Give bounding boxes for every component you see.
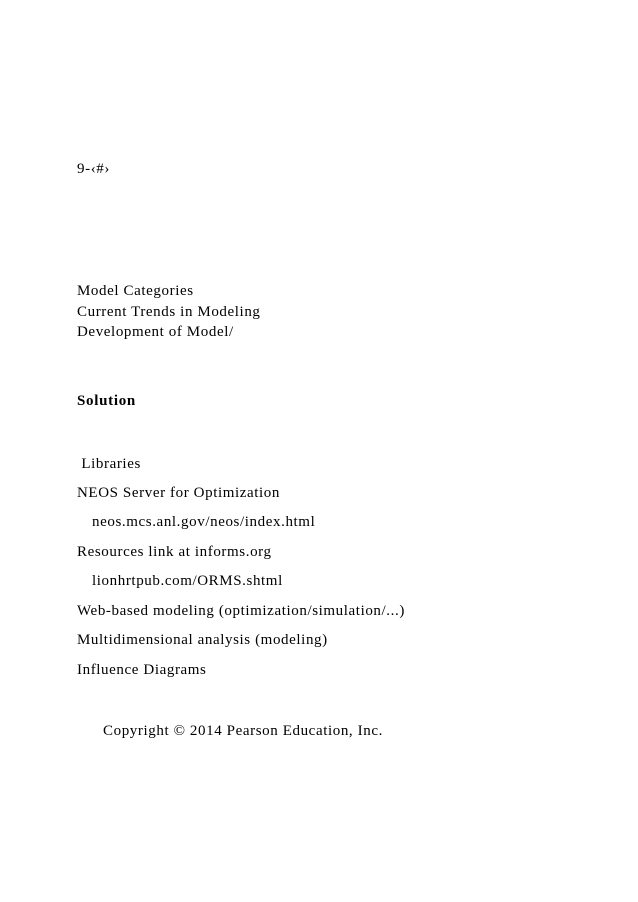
heading-line-development-of-model: Development of Model/ [77, 324, 234, 340]
list-item-neos-url: neos.mcs.anl.gov/neos/index.html [92, 514, 316, 530]
slide-number: 9-‹#› [77, 161, 110, 177]
heading-line-current-trends: Current Trends in Modeling [77, 304, 261, 320]
list-item-resources-link: Resources link at informs.org [77, 544, 272, 560]
list-item-libraries: Libraries [77, 456, 141, 472]
list-item-influence-diagrams: Influence Diagrams [77, 662, 207, 678]
heading-line-model-categories: Model Categories [77, 283, 194, 299]
list-item-multidimensional-analysis: Multidimensional analysis (modeling) [77, 632, 328, 648]
list-item-neos-server: NEOS Server for Optimization [77, 485, 281, 501]
copyright-notice: Copyright © 2014 Pearson Education, Inc. [103, 723, 383, 739]
list-item-lionhrtpub-url: lionhrtpub.com/ORMS.shtml [92, 573, 283, 589]
list-item-web-based-modeling: Web-based modeling (optimization/simulation/...) [77, 603, 405, 619]
solution-label: Solution [77, 393, 136, 409]
